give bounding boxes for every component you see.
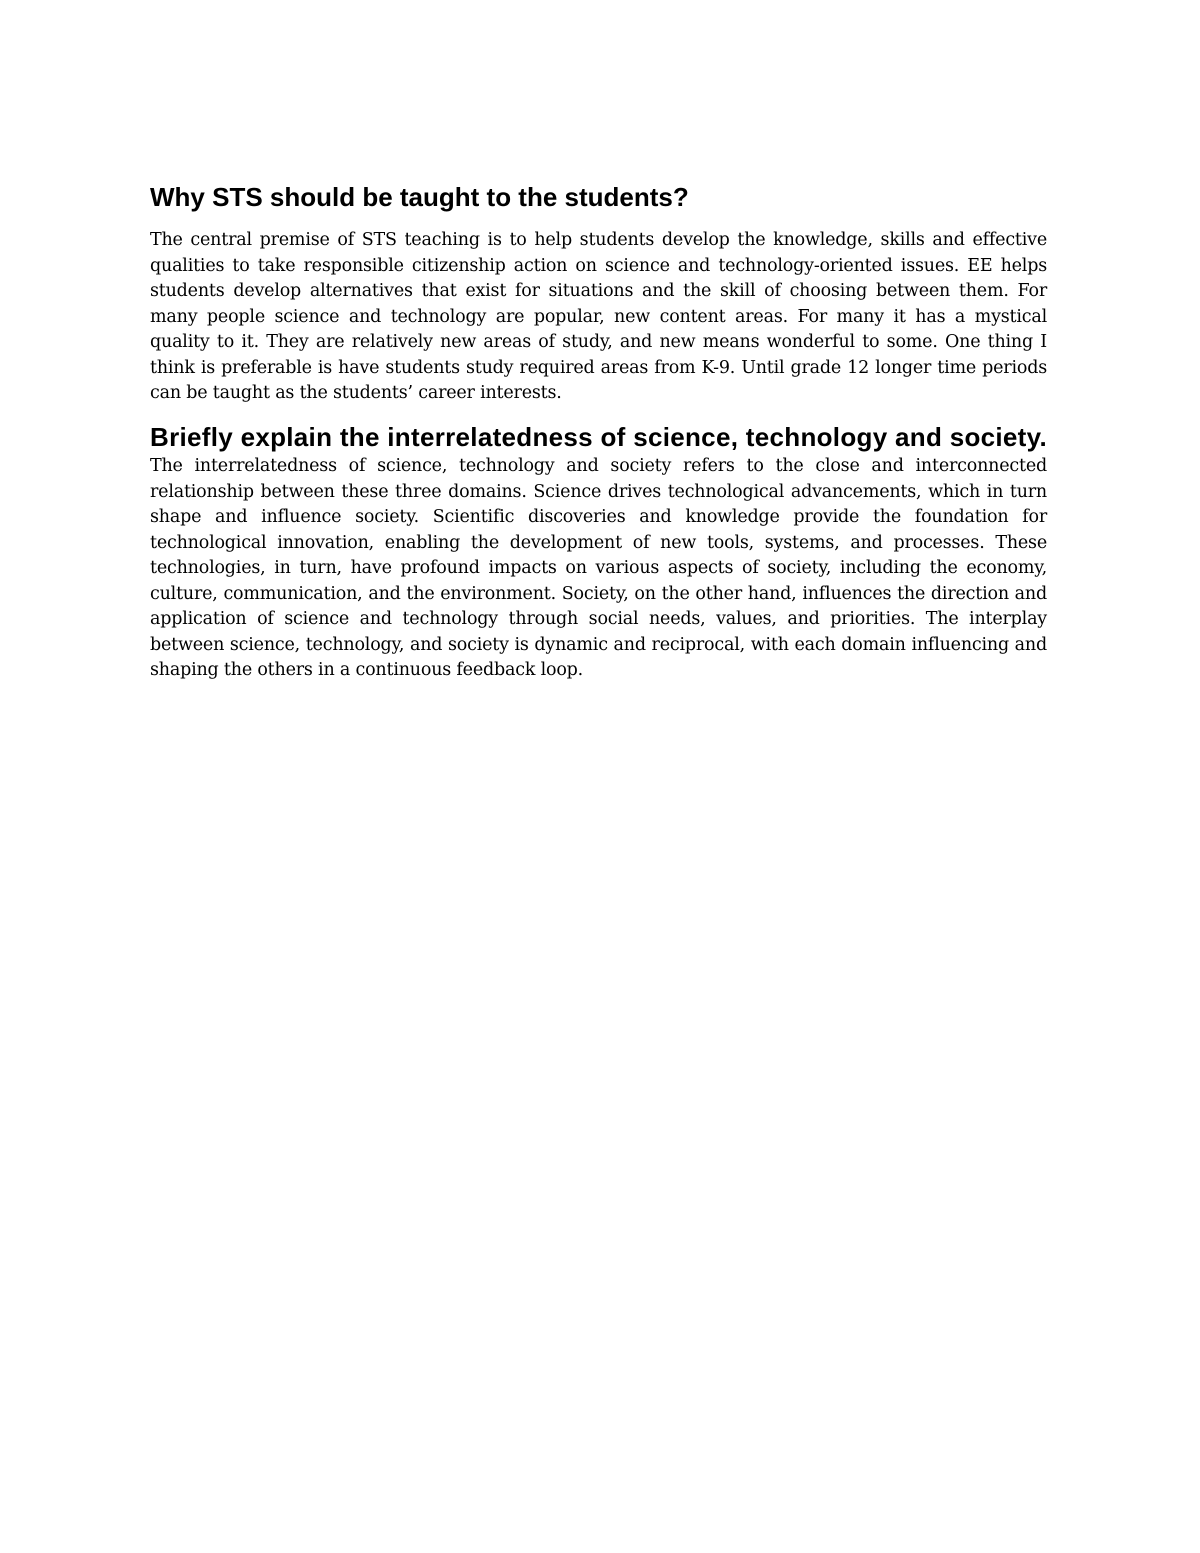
section-2-paragraph <box>150 423 1047 684</box>
section-2-body: The interrelatedness of science, technology and society refers to the close and interconnected relationship between these three domains. Science drives technological advancements, which in turn shape and influence society. Scientific discoveries and knowledge provide the foundation for technological innovation, enabling the development of new tools, systems, and processes. These technologies, in turn, have profound impacts on various aspects of society, including the economy, culture, communication, and the environment. Society, on the other hand, influences the direction and application of science and technology through social needs, values, and priorities. The interplay between science, technology, and society is dynamic and reciprocal, with each domain influencing and shaping the others in a continuous feedback loop. <box>150 456 1047 680</box>
section-2-heading: Briefly explain the interrelatedness of science, technology and society. <box>150 421 1047 452</box>
document-page <box>150 180 1047 684</box>
section-1-heading: Why STS should be taught to the students? <box>150 182 689 212</box>
section-1-body: The central premise of STS teaching is to help students develop the knowledge, skills and effective qualities to take responsible citizenship action on science and technology-oriented issues. EE helps students develop alternatives that exist for situations and the skill of choosing between them. For many people science and technology are popular, new content areas. For many it has a mystical quality to it. They are relatively new areas of study, and new means wonderful to some. One thing I think is preferable is have students study required areas from K-9. Until grade 12 longer time periods can be taught as the students’ career interests. <box>150 230 1047 403</box>
